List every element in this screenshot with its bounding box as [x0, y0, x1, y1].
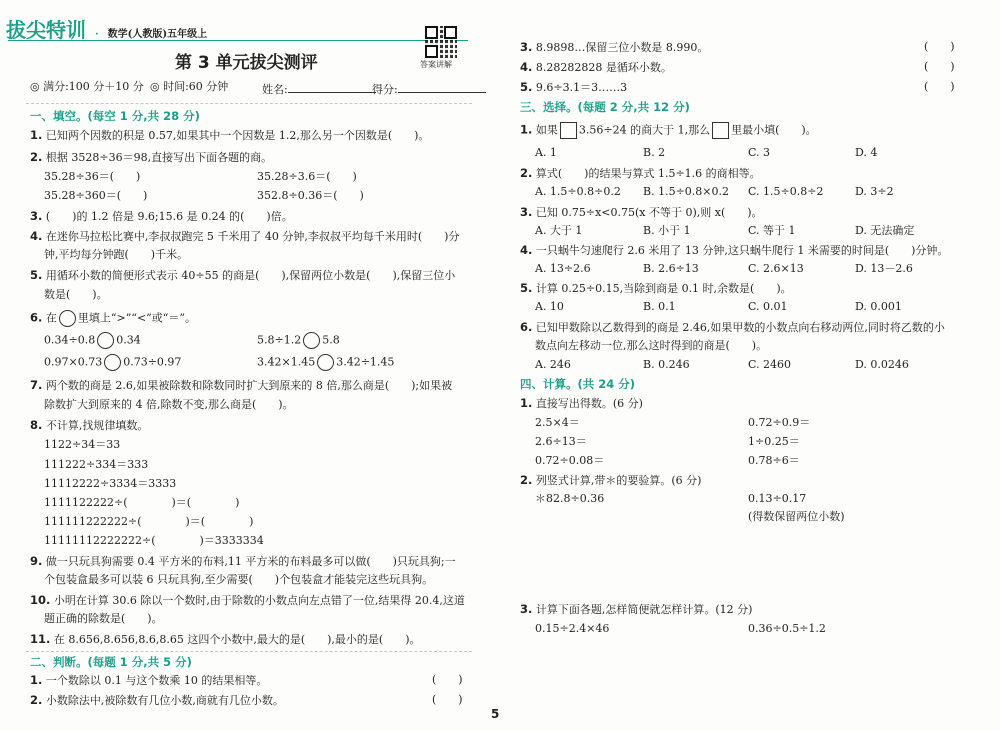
- question-2: 根据 3528÷36＝98,直接写出下面各题的商。: [45, 151, 273, 164]
- question-3: ( )的 1.2 倍是 9.6;15.6 是 0.24 的( )倍。: [45, 210, 293, 223]
- page-number: 5: [491, 707, 500, 721]
- choice-option[interactable]: A. 13÷2.6: [535, 262, 591, 275]
- judge-1: 一个数除以 0.1 与这个数乘 10 的结果相等。: [45, 674, 268, 687]
- answer-paren[interactable]: ( ): [924, 80, 955, 93]
- pattern-line: 111222÷334＝333: [44, 458, 149, 471]
- rounding-note: (得数保留两位小数): [748, 510, 845, 523]
- question-8: 不计算,找规律填数。: [45, 419, 149, 432]
- choice-option[interactable]: B. 2.6÷13: [643, 262, 699, 275]
- blank-square-icon: [560, 122, 577, 139]
- choice-4: 一只蜗牛匀速爬行 2.6 米用了 13 分钟,这只蜗牛爬行 1 米需要的时间是( )分钟。: [535, 244, 949, 257]
- choice-1: 里最小填( )。: [731, 123, 817, 137]
- divider: [26, 651, 472, 652]
- pattern-line: 1122÷34＝33: [44, 438, 121, 451]
- page-title: 第 3 单元拔尖测评: [175, 53, 318, 73]
- simplify-calc-item: 0.36÷0.5÷1.2: [748, 622, 826, 635]
- question-2a: 35.28÷36＝( ): [44, 170, 141, 183]
- choice-option[interactable]: B. 0.1: [643, 300, 676, 313]
- choice-option[interactable]: C. 0.01: [748, 300, 788, 313]
- section-fill-blank: 一、填空。(每空 1 分,共 28 分): [30, 109, 200, 123]
- choice-option[interactable]: C. 2.6×13: [748, 262, 804, 275]
- choice-5: 计算 0.25÷0.15,当除到商是 0.1 时,余数是( )。: [535, 282, 792, 295]
- header-rule: [8, 40, 468, 41]
- answer-paren[interactable]: ( ): [924, 40, 955, 53]
- answer-paren[interactable]: ( ): [432, 693, 463, 706]
- vertical-calc-item: 0.13÷0.17: [748, 492, 807, 505]
- worksheet-page: 拔尖特训 · 数学(人教版)五年级上 第 3 单元拔尖测评 答案讲解 ◎ 满分:100 分＋10 分 ◎ 时间:60 分钟 姓名: 得分: 一、填空。(每空 1 分,共 28 分) 1. 已知两个因数的积是 0.57,如果其中一个因数是 1.2,那么另一个因数是( )。 2. 根据 3528÷36＝98,直接写出下面各题的商。 35.28÷36＝( ) 35.28÷3.6＝( ) 35.28÷360＝( ) 352.8÷0.36＝( ) 3. ( )的 1.2 倍是 9.6;15.6 是 0.24 的( )倍。 4. 在迷你马拉松比赛中,李叔叔跑完 5 千米用了 40 分钟,李叔叔平均每千米用时( )分 钟,平均每分钟跑( )千米。 5. 用循环小数的简便形式表示 40÷55 的商是( ),保留两位小数是( ),保留三位小 数是( )。 6. 在 里填上“>”“<”或“＝”。 0.34÷0.8 0.34 5.8÷1.2 5.8 0.97×0.73 0.73÷0.97 3.42×1.45 3.42÷1.45 7. 两个数的商是 2.6,如果被除数和除数同时扩大到原来的 8 倍,那么商是( );如果被 除数扩大到原来的 4 倍,除数不变,那么商是( )。 8. 不计算,找规律填数。 1122÷34＝33 111222÷334＝333 11112222÷3334＝3333 1111122222÷( )＝( ) 111111222222÷( )＝( ) 11111112222222÷( )＝3333334 9. 做一只玩具狗需要 0.4 平方米的布料,11 平方米的布料最多可以做( )只玩具狗;一 个包装盒最多可以装 6 只玩具狗,至少需要( )个包装盒才能装完这些玩具狗。 10. 小明在计算 30.6 除以一个数时,由于除数的小数点向左点错了一位,结果得 20.4,这道 题正确的除数是( )。 11. 在 8.656,8.656,8.6,8.65 这四个小数中,最大的是( ),最小的是( )。 二、判断。(每题 1 分,共 5 分) 1. 一个数除以 0.1 与这个数乘 10 的结果相等。 ( ) 2. 小数除法中,被除数有几位小数,商就有几位小数。 ( ) 3. 8.9898…保留三位小数是 8.990。 ( ) 4. 8.28282828 是循环小数。 ( ) 5. 9.6÷3.1＝3……3 ( ) 三、选择。(每题 2 分,共 12 分) 1. 如果 3.56÷24 的商大于 1,那么 里最小填( )。 A. 1 B. 2 C. 3 D. 4 2. 算式( )的结果与算式 1.5÷1.6 的商相等。 A. 1.5÷0.8÷0.2 B. 1.5÷0.8×0.2 C. 1.5÷0.8÷2 D. 3÷2 3. 已知 0.75÷x<0.75(x 不等于 0),则 x( )。 A. 大于 1 B. 小于 1 C. 等于 1 D. 无法确定 4. 一只蜗牛匀速爬行 2.6 米用了 13 分钟,这只蜗牛爬行 1 米需要的时间是( )分钟。 A. 13÷2.6 B. 2.6÷13 C. 2.6×13 D. 13－2.6 5. 计算 0.25÷0.15,当除到商是 0.1 时,余数是( )。 A. 10 B. 0.1 C. 0.01 D. 0.001 6. 已知甲数除以乙数得到的商是 2.46,如果甲数的小数点向右移动两位,同时将乙数的小 数点向左移动一位,那么这时得到的商是( )。 A. 246 B. 0.246 C. 2460 D. 0.0246 四、计算。(共 24 分) 1. 直接写出得数。(6 分) 2.5×4＝ 0.72÷0.9＝ 2.6÷13＝ 1÷0.25＝ 0.72÷0.08＝ 0.78÷6＝ 2. 列竖式计算,带＊的要验算。(6 分) ＊82.8÷0.36 0.13÷0.17 (得数保留两位小数) 3. 计算下面各题,怎样简便就怎样计算。(12 分) 0.15÷2.4×46 0.36÷0.5÷1.2 5: [0, 0, 1000, 731]
- score-field[interactable]: 得分:: [372, 80, 486, 97]
- section-true-false: 二、判断。(每题 1 分,共 5 分): [30, 655, 192, 669]
- compare-circle-icon: [59, 310, 76, 327]
- choice-option[interactable]: C. 3: [748, 146, 771, 159]
- judge-5: 9.6÷3.1＝3……3: [535, 81, 628, 94]
- choice-2: 算式( )的结果与算式 1.5÷1.6 的商相等。: [535, 167, 761, 180]
- calc-2: 列竖式计算,带＊的要验算。(6 分): [535, 474, 702, 487]
- question-2c: 35.28÷360＝( ): [44, 189, 148, 202]
- section-choice: 三、选择。(每题 2 分,共 12 分): [520, 100, 690, 114]
- choice-6-cont: 数点向左移动一位,那么这时得到的商是( )。: [535, 339, 768, 352]
- question-1: 已知两个因数的积是 0.57,如果其中一个因数是 1.2,那么另一个因数是( )。: [45, 129, 430, 142]
- choice-option[interactable]: A. 10: [535, 300, 564, 313]
- pattern-line: 11112222÷3334＝3333: [44, 477, 177, 490]
- oral-calc-item: 1÷0.25＝: [748, 435, 800, 448]
- compare-circle-icon[interactable]: [104, 354, 121, 371]
- question-9: 做一只玩具狗需要 0.4 平方米的布料,11 平方米的布料最多可以做( )只玩具狗;一: [45, 555, 456, 568]
- choice-option[interactable]: D. 4: [855, 146, 878, 159]
- compare-circle-icon[interactable]: [317, 354, 334, 371]
- qr-corner-icon: [425, 45, 438, 58]
- question-2b: 35.28÷3.6＝( ): [257, 170, 357, 183]
- oral-calc-item: 0.72÷0.9＝: [748, 416, 811, 429]
- question-7: 两个数的商是 2.6,如果被除数和除数同时扩大到原来的 8 倍,那么商是( );如果被: [45, 379, 453, 392]
- qr-caption: 答案讲解: [420, 60, 452, 69]
- brand-title: 拔尖特训: [6, 18, 86, 42]
- question-4-cont: 钟,平均每分钟跑( )千米。: [44, 248, 189, 261]
- vertical-calc-item: ＊82.8÷0.36: [535, 492, 605, 505]
- name-field[interactable]: 姓名:: [262, 80, 376, 97]
- calc-1: 直接写出得数。(6 分): [535, 397, 643, 410]
- qr-corner-icon: [444, 26, 457, 39]
- header-brand-group: [6, 14, 207, 43]
- question-6: 里填上“>”“<”或“＝”。: [77, 311, 197, 325]
- oral-calc-item: 2.5×4＝: [535, 416, 580, 429]
- choice-option[interactable]: C. 等于 1: [748, 224, 796, 237]
- judge-4: 8.28282828 是循环小数。: [535, 61, 672, 74]
- choice-option[interactable]: D. 3÷2: [855, 185, 894, 198]
- choice-option[interactable]: C. 1.5÷0.8÷2: [748, 185, 824, 198]
- question-10-cont: 题正确的除数是( )。: [44, 612, 163, 625]
- pattern-line: 11111112222222÷( )＝3333334: [44, 534, 264, 547]
- choice-option[interactable]: A. 1.5÷0.8÷0.2: [535, 185, 621, 198]
- section-calculation: 四、计算。(共 24 分): [520, 377, 636, 391]
- simplify-calc-item: 0.15÷2.4×46: [535, 622, 610, 635]
- question-2d: 352.8÷0.36＝( ): [257, 189, 364, 202]
- calc-3: 计算下面各题,怎样简便就怎样计算。(12 分): [535, 603, 753, 616]
- question-11: 在 8.656,8.656,8.6,8.65 这四个小数中,最大的是( ),最小的是( )。: [53, 633, 421, 646]
- choice-option[interactable]: D. 无法确定: [855, 224, 915, 237]
- qr-corner-icon: [425, 26, 438, 39]
- answer-paren[interactable]: ( ): [924, 60, 955, 73]
- choice-option[interactable]: D. 13－2.6: [855, 262, 913, 275]
- compare-circle-icon[interactable]: [97, 332, 114, 349]
- brand-dot: ·: [95, 29, 99, 40]
- compare-circle-icon[interactable]: [303, 332, 320, 349]
- pattern-line: 1111122222÷( )＝( ): [44, 496, 240, 509]
- choice-option[interactable]: B. 小于 1: [643, 224, 691, 237]
- question-5-cont: 数是( )。: [44, 288, 108, 301]
- question-7-cont: 除数扩大到原来的 4 倍,除数不变,那么商是( )。: [44, 398, 294, 411]
- book-subtitle: 数学(人教版)五年级上: [107, 29, 208, 40]
- choice-option[interactable]: B. 0.246: [643, 358, 690, 371]
- oral-calc-item: 0.72÷0.08＝: [535, 454, 605, 467]
- choice-option[interactable]: B. 1.5÷0.8×0.2: [643, 185, 729, 198]
- choice-option[interactable]: D. 0.0246: [855, 358, 909, 371]
- full-score: ◎ 满分:100 分＋10 分: [30, 80, 144, 93]
- pattern-line: 111111222222÷( )＝( ): [44, 515, 254, 528]
- choice-option[interactable]: A. 246: [535, 358, 571, 371]
- choice-3: 已知 0.75÷x<0.75(x 不等于 0),则 x( )。: [535, 206, 763, 219]
- question-5: 用循环小数的简便形式表示 40÷55 的商是( ),保留两位小数是( ),保留三位小: [45, 269, 456, 282]
- choice-option[interactable]: C. 2460: [748, 358, 792, 371]
- judge-3: 8.9898…保留三位小数是 8.990。: [535, 41, 709, 54]
- choice-option[interactable]: B. 2: [643, 146, 666, 159]
- oral-calc-item: 0.78÷6＝: [748, 454, 800, 467]
- judge-2: 小数除法中,被除数有几位小数,商就有几位小数。: [45, 694, 284, 707]
- question-4: 在迷你马拉松比赛中,李叔叔跑完 5 千米用了 40 分钟,李叔叔平均每千米用时( )分: [45, 230, 460, 243]
- divider: [26, 103, 472, 104]
- question-9-cont: 个包装盒最多可以装 6 只玩具狗,至少需要( )个包装盒才能装完这些玩具狗。: [44, 573, 434, 586]
- blank-square-icon: [712, 122, 729, 139]
- choice-option[interactable]: A. 1: [535, 146, 557, 159]
- choice-option[interactable]: A. 大于 1: [535, 224, 583, 237]
- oral-calc-item: 2.6÷13＝: [535, 435, 587, 448]
- time-limit: ◎ 时间:60 分钟: [150, 80, 229, 93]
- choice-6: 已知甲数除以乙数得到的商是 2.46,如果甲数的小数点向右移动两位,同时将乙数的小: [535, 321, 945, 334]
- answer-paren[interactable]: ( ): [432, 673, 463, 686]
- question-10: 小明在计算 30.6 除以一个数时,由于除数的小数点向左点错了一位,结果得 20.4,这道: [53, 594, 465, 607]
- choice-option[interactable]: D. 0.001: [855, 300, 902, 313]
